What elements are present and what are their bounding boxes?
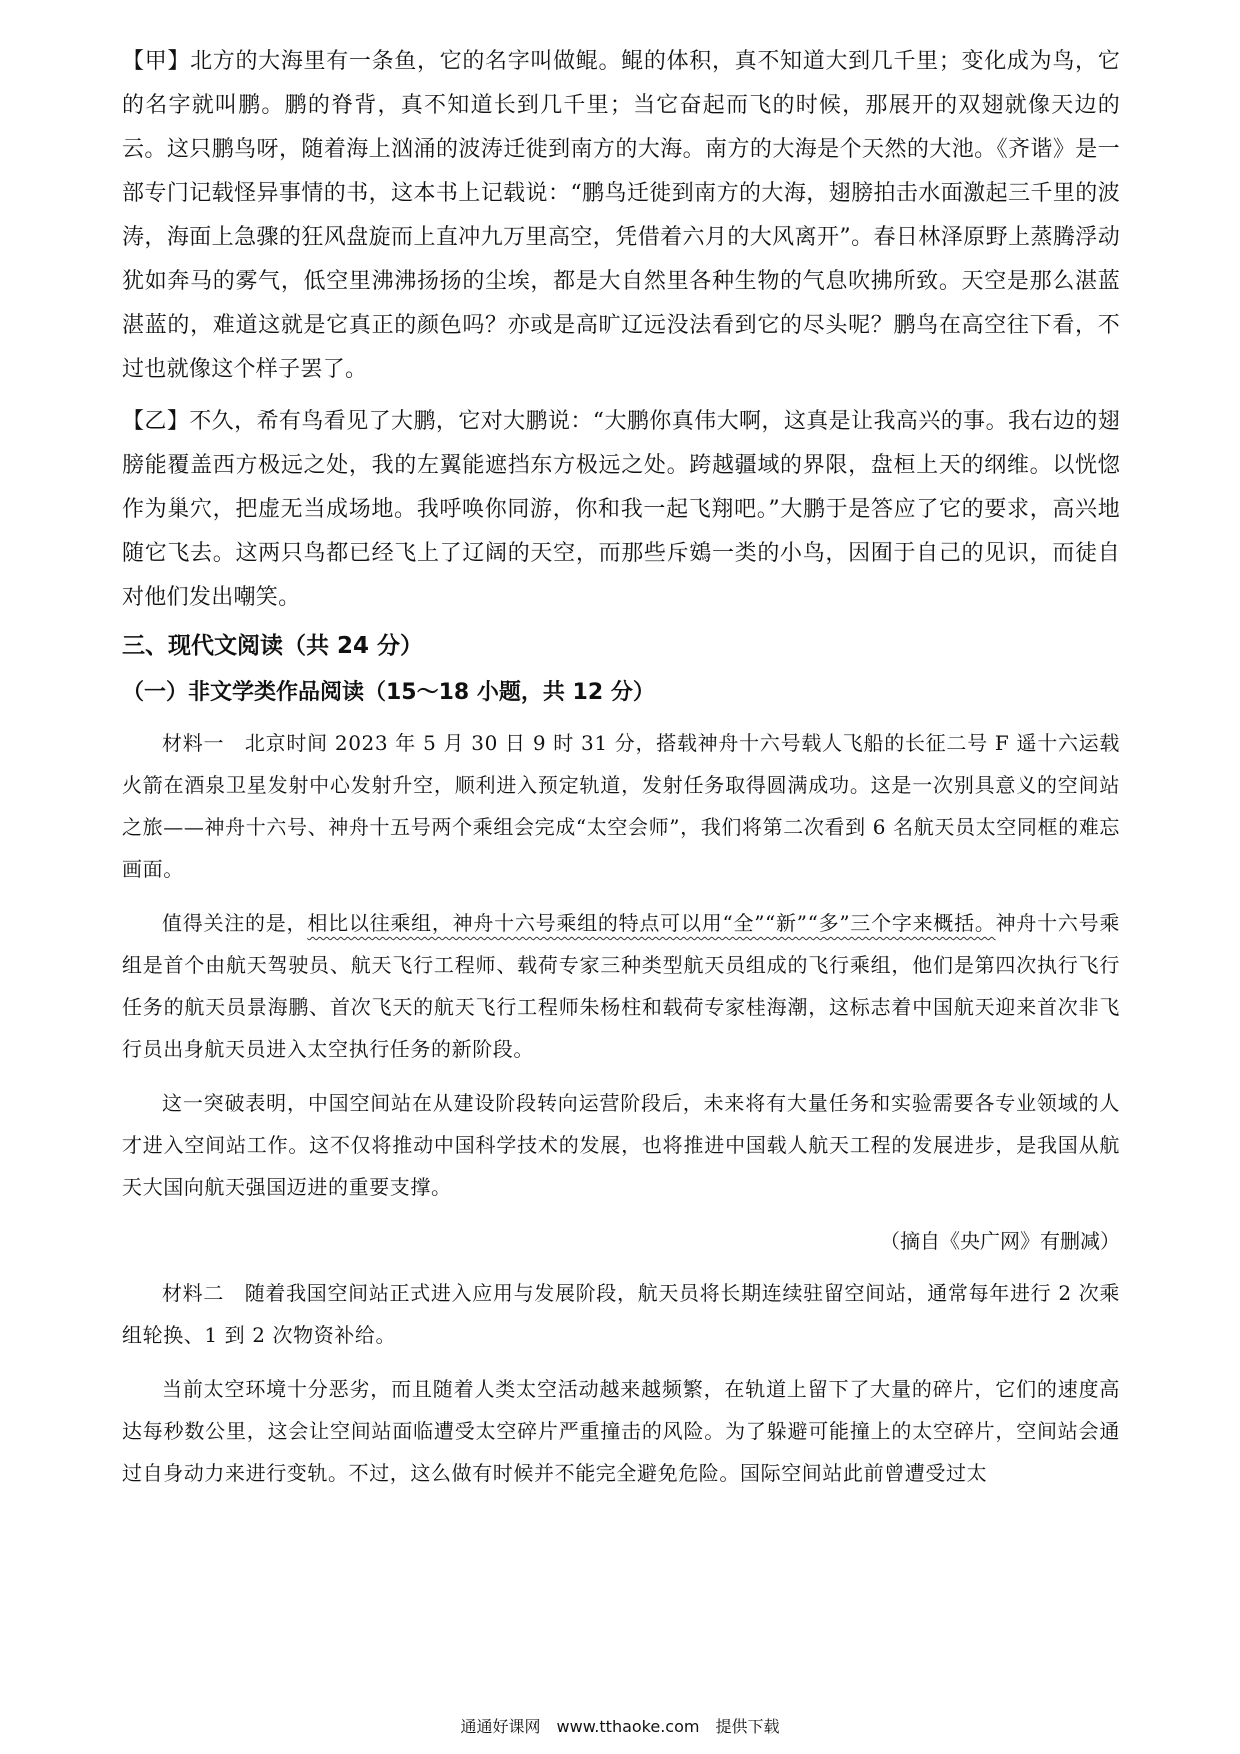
passage-jia: 【甲】北方的大海里有一条鱼，它的名字叫做鲲。鲲的体积，真不知道大到几千里；变化成为鸟，它的名字就叫鹏。鹏的脊背，真不知道长到几千里；当它奋起而飞的时候，那展开的双翅就像天边的云。这只鹏鸟呀，随着海上汹涌的波涛迁徙到南方的大海。南方的大海是个天然的大池。《齐谐》是一部专门记载怪异事情的书，这本书上记载说：“鹏鸟迁徙到南方的大海，翅膀拍击水面激起三千里的波涛，海面上急骤的狂风盘旋而上直冲九万里高空，凭借着六月的大风离开”。春日林泽原野上蒸腾浮动犹如奔马的雾气，低空里沸沸扬扬的尘埃，都是大自然里各种生物的气息吹拂所致。天空是那么湛蓝湛蓝的，难道这就是它真正的颜色吗？亦或是高旷辽远没法看到它的尽头呢？鹏鸟在高空往下看，不过也就像这个样子罢了。 [122, 49, 1120, 382]
material-one-paragraph-2 [122, 902, 1120, 1070]
section-title: 三、现代文阅读（共 24 分） [122, 633, 424, 659]
wavy-underlined-sentence: 相比以往乘组，神舟十六号乘组的特点可以用“全”“新”“多”三个字来概括。 [307, 911, 996, 935]
page-footer: 通通好课网 www.tthaoke.com 提供下载 [460, 1717, 780, 1736]
material-one-paragraph-1: 材料一 北京时间 2023 年 5 月 30 日 9 时 31 分，搭载神舟十六号载人飞船的长征二号 F 遥十六运载火箭在酒泉卫星发射中心发射升空，顺利进入预定轨道，发射任务取得圆满成功。这是一次别具意义的空间站之旅——神舟十六号、神舟十五号两个乘组会完成“太空会师”，我们将第二次看到 6 名航天员太空同框的难忘画面。 [122, 731, 1120, 881]
paragraph-lead-text: 值得关注的是， [162, 911, 308, 935]
material-two-paragraph-2: 当前太空环境十分恶劣，而且随着人类太空活动越来越频繁，在轨道上留下了大量的碎片，它们的速度高达每秒数公里，这会让空间站面临遭受太空碎片严重撞击的风险。为了躲避可能撞上的太空碎片，空间站会通过自身动力来进行变轨。不过，这么做有时候并不能完全避免危险。国际空间站此前曾遭受过太 [122, 1377, 1120, 1485]
material-two-paragraph-1: 材料二 随着我国空间站正式进入应用与发展阶段，航天员将长期连续驻留空间站，通常每年进行 2 次乘组轮换、1 到 2 次物资补给。 [122, 1281, 1120, 1347]
passage-yi: 【乙】不久，希有鸟看见了大鹏，它对大鹏说：“大鹏你真伟大啊，这真是让我高兴的事。我右边的翅膀能覆盖西方极远之处，我的左翼能遮挡东方极远之处。跨越疆域的界限，盘桓上天的纲维。以恍惚作为巢穴，把虚无当成场地。我呼唤你同游，你和我一起飞翔吧。”大鹏于是答应了它的要求，高兴地随它飞去。这两只鸟都已经飞上了辽阔的天空，而那些斥鴳一类的小鸟，因囿于自己的见识，而徒自对他们发出嘲笑。 [122, 409, 1120, 610]
source-citation: （摘自《央广网》有删减） [880, 1229, 1120, 1253]
material-one-paragraph-3: 这一突破表明，中国空间站在从建设阶段转向运营阶段后，未来将有大量任务和实验需要各专业领域的人才进入空间站工作。这不仅将推动中国科学技术的发展，也将推进中国载人航天工程的发展进步，是我国从航天大国向航天强国迈进的重要支撑。 [122, 1091, 1120, 1199]
subsection-title: （一）非文学类作品阅读（15～18 小题，共 12 分） [122, 680, 655, 705]
paragraph-rest-text: 神舟十六号乘组是首个由航天驾驶员、航天飞行工程师、载荷专家三种类型航天员组成的飞行乘组，他们是第四次执行飞行任务的航天员景海鹏、首次飞天的航天飞行工程师朱杨柱和载荷专家桂海潮，这标志着中国航天迎来首次非飞行员出身航天员进入太空执行任务的新阶段。 [122, 911, 1120, 1061]
